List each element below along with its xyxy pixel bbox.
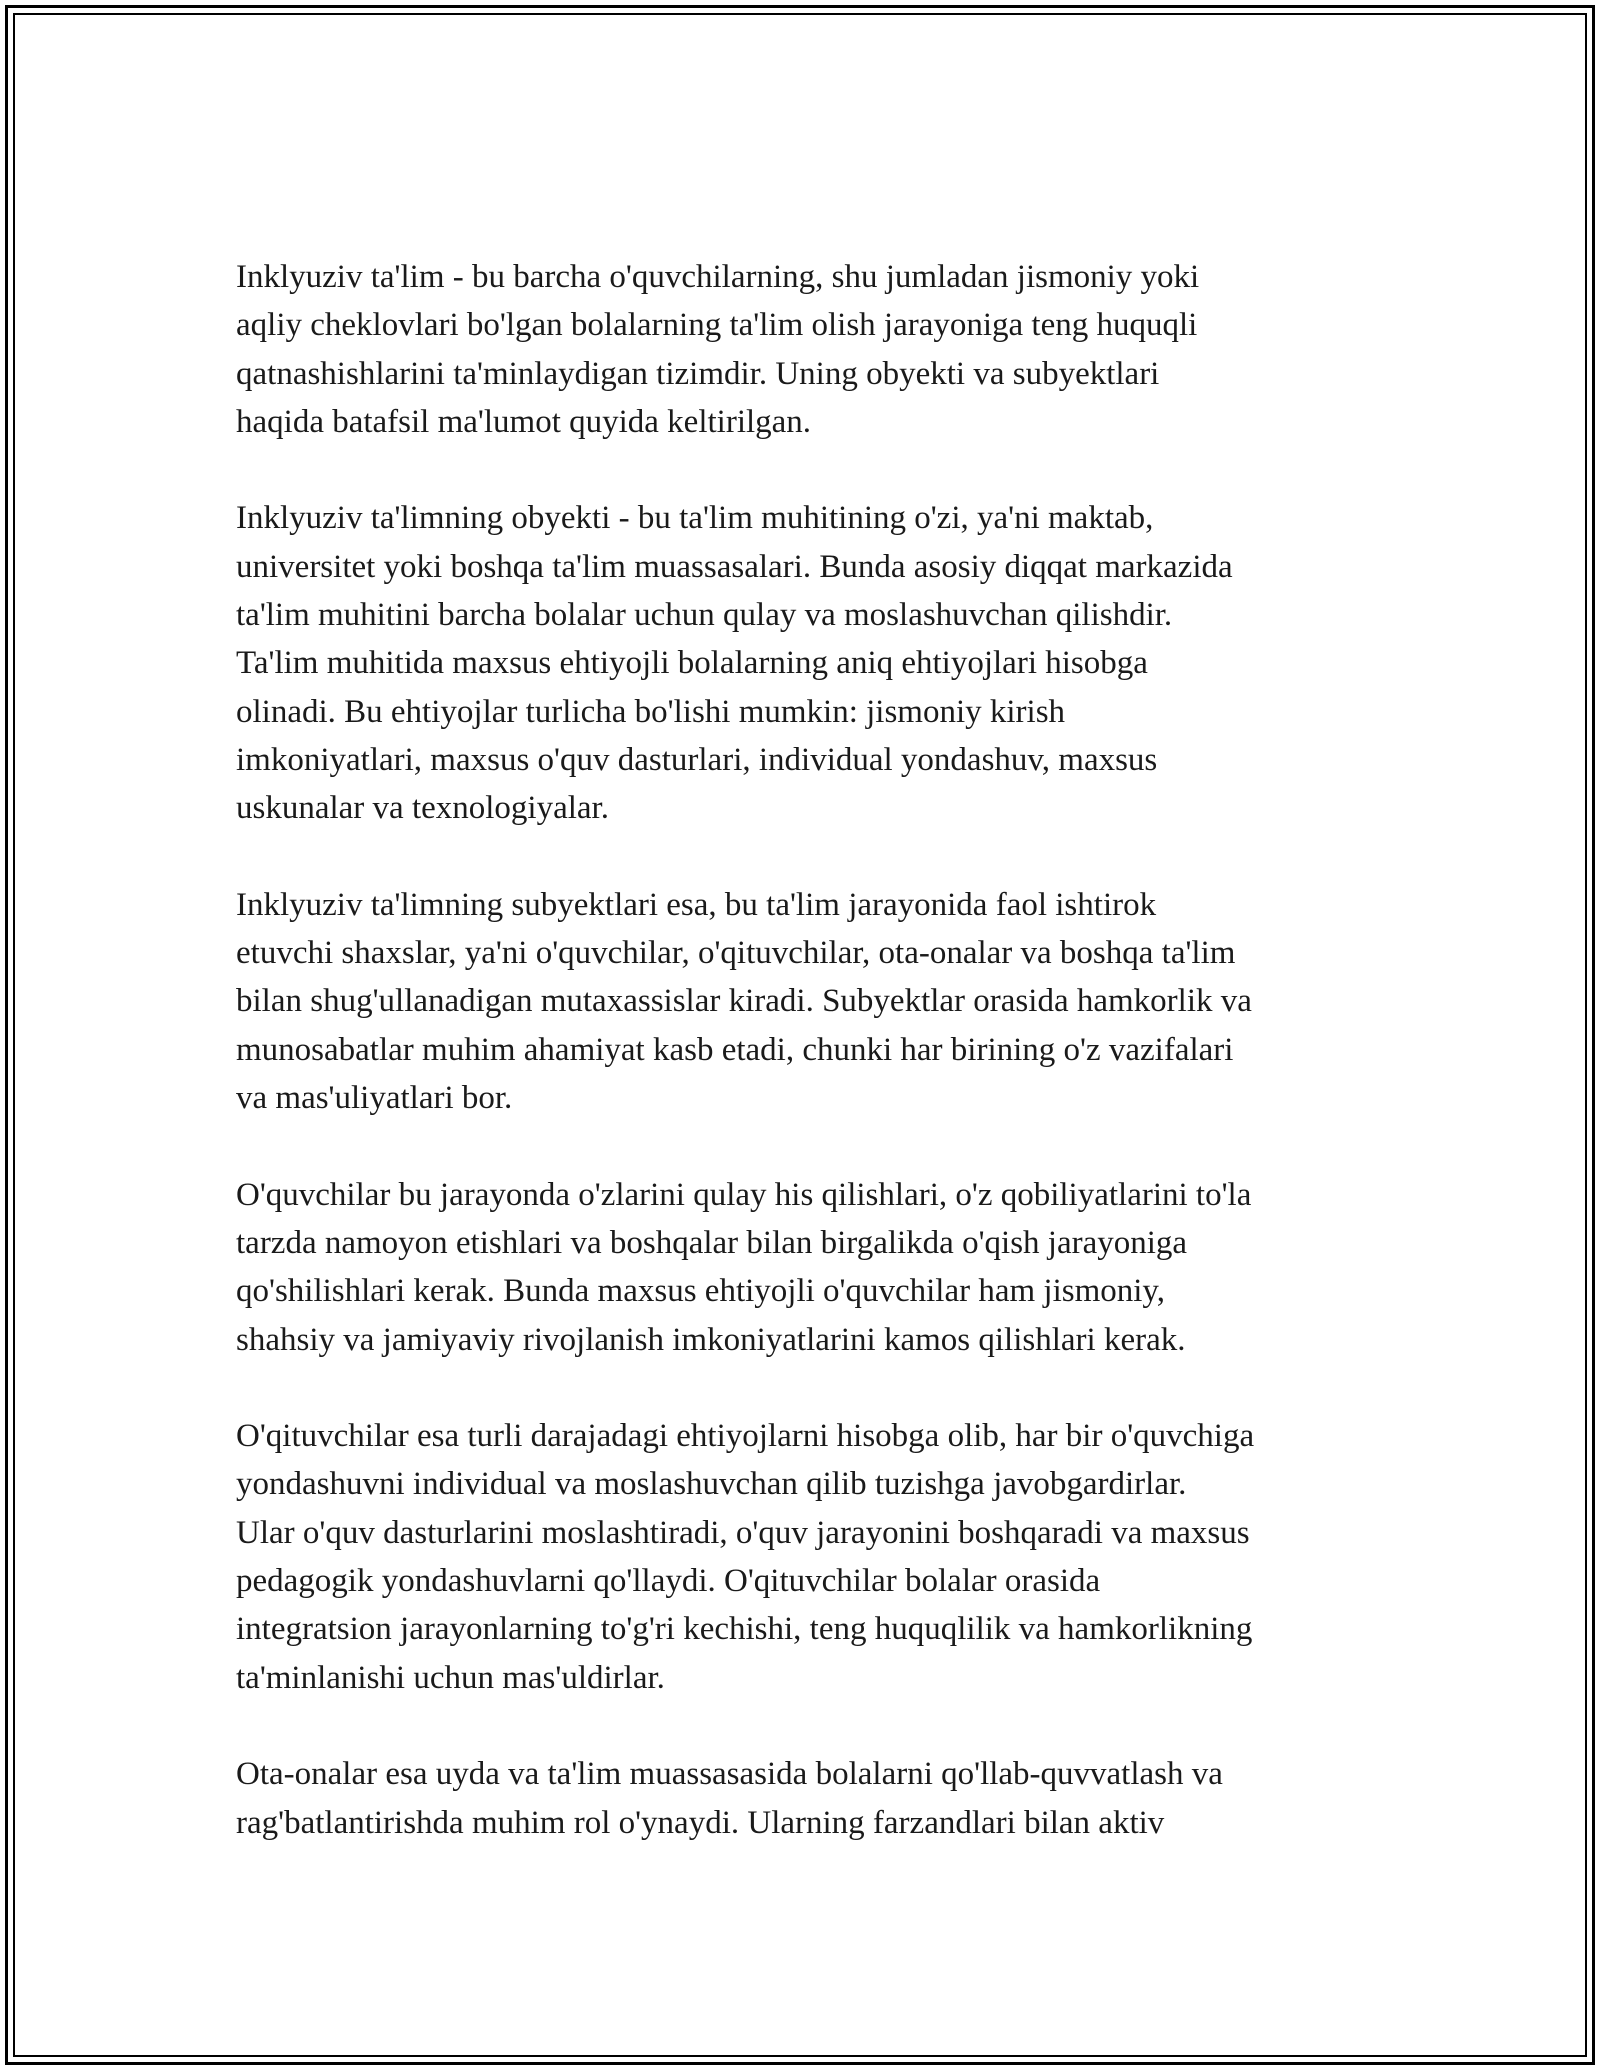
document-body — [236, 253, 1386, 1895]
paragraph-subjects: Inklyuziv ta'limning subyektlari esa, bu ta'lim jarayonida faol ishtirok etuvchi shaxslar, ya'ni o'quvchilar, o'qituvchilar, ota-onalar va boshqa ta'lim bilan shug'ullanadigan mutaxassislar kiradi. Subyektlar orasida hamkorlik va munosabatlar muhim ahamiyat kasb etadi, chunki har birining o'z vazifalari va mas'uliyatlari bor. — [236, 886, 1252, 1117]
paragraph-teachers: O'qituvchilar esa turli darajadagi ehtiyojlarni hisobga olib, har bir o'quvchiga yondashuvni individual va moslashuvchan qilib tuzishga javobgardirlar. Ular o'quv dasturlarini moslashtiradi, o'quv jarayonini boshqaradi va maxsus pedagogik yondashuvlarni qo'llaydi. O'qituvchilar bolalar orasida integratsion jarayonlarning to'g'ri kechishi, teng huquqlilik va hamkorlikning ta'minlanishi uchun mas'uldirlar. — [236, 1418, 1255, 1696]
paragraph-parents: Ota-onalar esa uyda va ta'lim muassasasida bolalarni qo'llab-quvvatlash va rag'batlantirishda muhim rol o'ynaydi. Ularning farzandlari bilan aktiv — [236, 1756, 1223, 1841]
paragraph-intro: Inklyuziv ta'lim - bu barcha o'quvchilarning, shu jumladan jismoniy yoki aqliy cheklovlari bo'lgan bolalarning ta'lim olish jarayoniga teng huquqli qatnashishlarini ta'minlaydigan tizimdir. Uning obyekti va subyektlari haqida batafsil ma'lumot quyida keltirilgan. — [236, 259, 1200, 440]
paragraph-object: Inklyuziv ta'limning obyekti - bu ta'lim muhitining o'zi, ya'ni maktab, universitet yoki boshqa ta'lim muassasalari. Bunda asosiy diqqat markazida ta'lim muhitini barcha bolalar uchun qulay va moslashuvchan qilishdir. Ta'lim muhitida maxsus ehtiyojli bolalarning aniq ehtiyojlari hisobga olinadi. Bu ehtiyojlar turlicha bo'lishi mumkin: jismoniy kirish imkoniyatlari, maxsus o'quv dasturlari, individual yondashuv, maxsus uskunalar va texnologiyalar. — [236, 500, 1233, 827]
paragraph-students: O'quvchilar bu jarayonda o'zlarini qulay his qilishlari, o'z qobiliyatlarini to'la tarzda namoyon etishlari va boshqalar bilan birgalikda o'qish jarayoniga qo'shilishlari kerak. Bunda maxsus ehtiyojli o'quvchilar ham jismoniy, shahsiy va jamiyaviy rivojlanish imkoniyatlarini kamos qilishlari kerak. — [236, 1176, 1252, 1358]
